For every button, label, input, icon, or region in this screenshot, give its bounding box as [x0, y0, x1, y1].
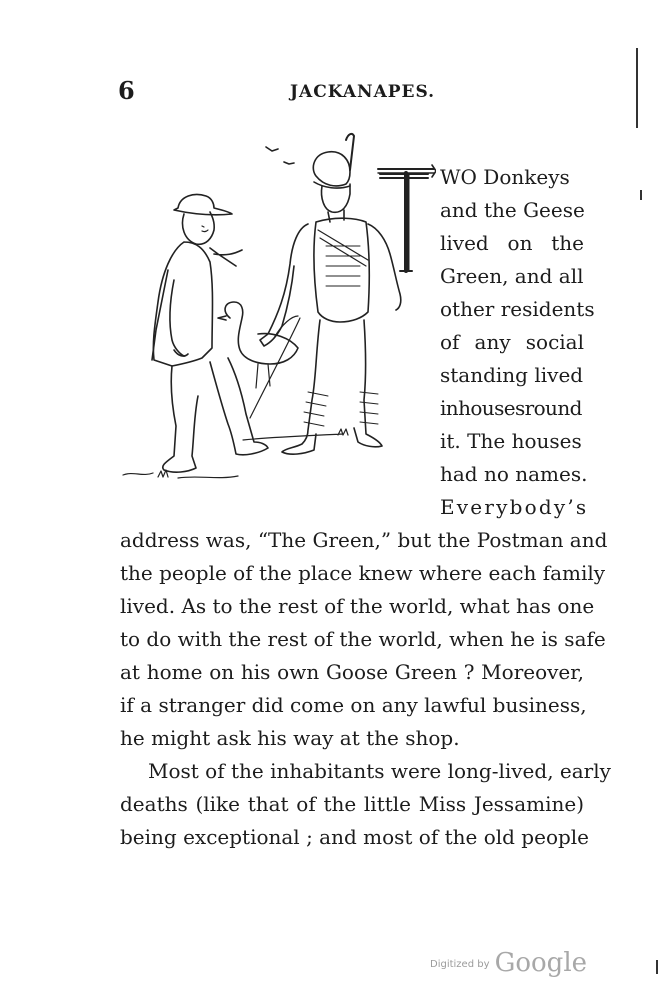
- drop-cap-letter-t: [376, 163, 436, 273]
- scan-edge-mark: [636, 48, 638, 128]
- text-line: lived. As to the rest of the world, what has one: [120, 594, 595, 618]
- watermark-prefix: Digitized by: [430, 959, 490, 970]
- text-line: address was, “The Green,” but the Postman and: [120, 528, 608, 552]
- wrapped-text-line: and the Geese: [440, 198, 585, 222]
- wrapped-text-line: WO Donkeys: [440, 165, 570, 189]
- text-line: to do with the rest of the world, when he is safe: [120, 627, 606, 651]
- wrapped-text-line: other residents: [440, 297, 595, 321]
- text-line: being exceptional ; and most of the old people: [120, 825, 590, 849]
- wrapped-text-line: inhousesround: [440, 396, 582, 420]
- text-line: at home on his own Goose Green ? Moreover,: [120, 660, 584, 684]
- text-line: the people of the place knew where each family: [120, 561, 606, 585]
- text-line: deaths (like that of the little Miss Jessamine): [120, 792, 584, 816]
- scan-edge-mark: [656, 960, 658, 974]
- text-line: if a stranger did come on any lawful business,: [120, 693, 587, 717]
- digitized-by-google-watermark: [430, 948, 587, 978]
- wrapped-text-line: it. The houses: [440, 429, 582, 453]
- wrapped-text-line: of any social: [440, 330, 584, 354]
- watermark-brand: Google: [494, 948, 588, 978]
- page-number: 6: [118, 76, 135, 105]
- text-line: he might ask his way at the shop.: [120, 726, 460, 750]
- wrapped-text-line: lived on the: [440, 231, 584, 255]
- wrapped-text-line: standing lived: [440, 363, 584, 387]
- scan-edge-mark: [640, 190, 642, 200]
- text-line: Most of the inhabitants were long-lived, early: [148, 759, 611, 783]
- wrapped-text-line: had no names.: [440, 462, 588, 486]
- running-title: JACKANAPES.: [290, 82, 436, 102]
- wrapped-text-line: Everybody’s: [440, 495, 589, 519]
- wrapped-text-line: Green, and all: [440, 264, 584, 288]
